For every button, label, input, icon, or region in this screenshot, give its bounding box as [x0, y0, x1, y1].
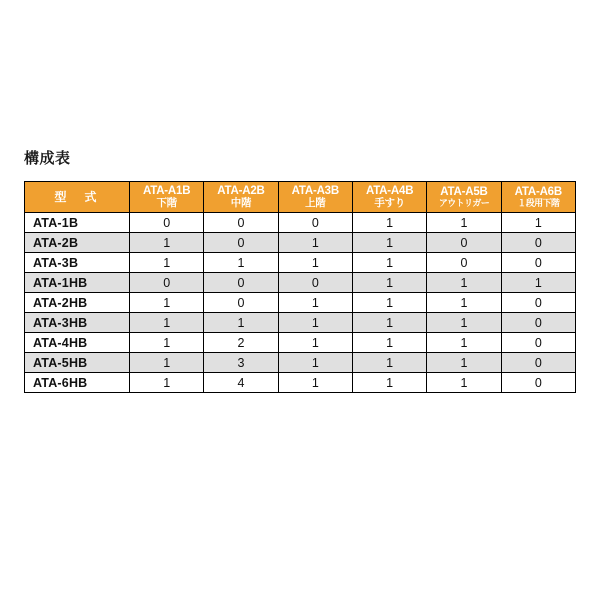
cell-value: 0	[204, 213, 278, 233]
column-name: アウトリガー	[438, 197, 490, 208]
cell-value: 1	[130, 293, 204, 313]
column-code: ATA-A6B	[514, 185, 562, 198]
cell-value: 1	[352, 253, 426, 273]
page-title: 構成表	[24, 150, 71, 167]
column-code: ATA-A4B	[365, 185, 414, 197]
table-row	[25, 233, 576, 253]
cell-value: 1	[427, 213, 501, 233]
table-row	[25, 353, 576, 373]
cell-value: 1	[352, 313, 426, 333]
cell-value: 0	[130, 273, 204, 293]
column-header-ata-a1b	[130, 182, 204, 213]
cell-value: 1	[130, 353, 204, 373]
cell-value: 1	[130, 233, 204, 253]
column-header-ata-a5b	[427, 182, 501, 213]
cell-value: 0	[278, 273, 352, 293]
cell-value: 1	[204, 253, 278, 273]
column-header-ata-a4b	[352, 182, 426, 213]
table-row	[25, 333, 576, 353]
table-header	[25, 182, 576, 213]
cell-value: 0	[501, 373, 575, 393]
row-model: ATA-2B	[25, 233, 130, 253]
cell-value: 1	[352, 273, 426, 293]
column-code: ATA-A3B	[291, 185, 339, 197]
cell-value: 1	[130, 313, 204, 333]
cell-value: 0	[501, 333, 575, 353]
table-row	[25, 253, 576, 273]
cell-value: 3	[204, 353, 278, 373]
column-header-ata-a6b	[501, 182, 575, 213]
cell-value: 0	[204, 273, 278, 293]
row-model: ATA-4HB	[25, 333, 130, 353]
cell-value: 1	[130, 373, 204, 393]
column-name: 下階	[156, 197, 177, 210]
column-name: 上階	[305, 197, 326, 210]
cell-value: 1	[278, 293, 352, 313]
cell-value: 1	[278, 353, 352, 373]
column-code: ATA-A2B	[217, 185, 265, 197]
cell-value: 0	[501, 313, 575, 333]
table-header-row	[25, 182, 576, 213]
cell-value: 2	[204, 333, 278, 353]
row-model: ATA-3HB	[25, 313, 130, 333]
cell-value: 1	[278, 373, 352, 393]
table-row	[25, 313, 576, 333]
column-code: ATA-A1B	[142, 185, 191, 197]
cell-value: 4	[204, 373, 278, 393]
table-row	[25, 373, 576, 393]
cell-value: 0	[278, 213, 352, 233]
cell-value: 1	[427, 273, 501, 293]
cell-value: 0	[204, 233, 278, 253]
composition-table	[24, 181, 576, 393]
cell-value: 1	[278, 233, 352, 253]
cell-value: 1	[130, 333, 204, 353]
column-code: ATA-A5B	[440, 185, 488, 198]
row-model: ATA-3B	[25, 253, 130, 273]
cell-value: 1	[427, 313, 501, 333]
cell-value: 1	[352, 213, 426, 233]
cell-value: 1	[278, 313, 352, 333]
cell-value: 1	[352, 233, 426, 253]
cell-value: 1	[278, 333, 352, 353]
row-model: ATA-2HB	[25, 293, 130, 313]
cell-value: 0	[130, 213, 204, 233]
column-header-ata-a3b	[278, 182, 352, 213]
row-model: ATA-1HB	[25, 273, 130, 293]
table-row	[25, 213, 576, 233]
cell-value: 1	[501, 213, 575, 233]
column-name: 中階	[230, 197, 252, 210]
cell-value: 0	[501, 233, 575, 253]
cell-value: 1	[352, 353, 426, 373]
table-body	[25, 213, 576, 393]
cell-value: 0	[501, 293, 575, 313]
table-row	[25, 293, 576, 313]
cell-value: 0	[501, 253, 575, 273]
table-row	[25, 273, 576, 293]
row-model: ATA-6HB	[25, 373, 130, 393]
cell-value: 1	[352, 333, 426, 353]
cell-value: 0	[427, 253, 501, 273]
cell-value: 0	[204, 293, 278, 313]
cell-value: 1	[427, 373, 501, 393]
cell-value: 1	[130, 253, 204, 273]
cell-value: 1	[352, 373, 426, 393]
cell-value: 1	[352, 293, 426, 313]
cell-value: 0	[501, 353, 575, 373]
row-model: ATA-5HB	[25, 353, 130, 373]
row-model: ATA-1B	[25, 213, 130, 233]
cell-value: 1	[501, 273, 575, 293]
composition-table-container	[24, 181, 576, 393]
cell-value: 1	[278, 253, 352, 273]
cell-value: 1	[204, 313, 278, 333]
column-header-ata-a2b	[204, 182, 278, 213]
cell-value: 1	[427, 293, 501, 313]
column-name: １段用下階	[517, 197, 560, 208]
column-name: 手すり	[374, 197, 405, 210]
cell-value: 0	[427, 233, 501, 253]
cell-value: 1	[427, 333, 501, 353]
column-header-model: 型 式	[25, 182, 130, 213]
cell-value: 1	[427, 353, 501, 373]
